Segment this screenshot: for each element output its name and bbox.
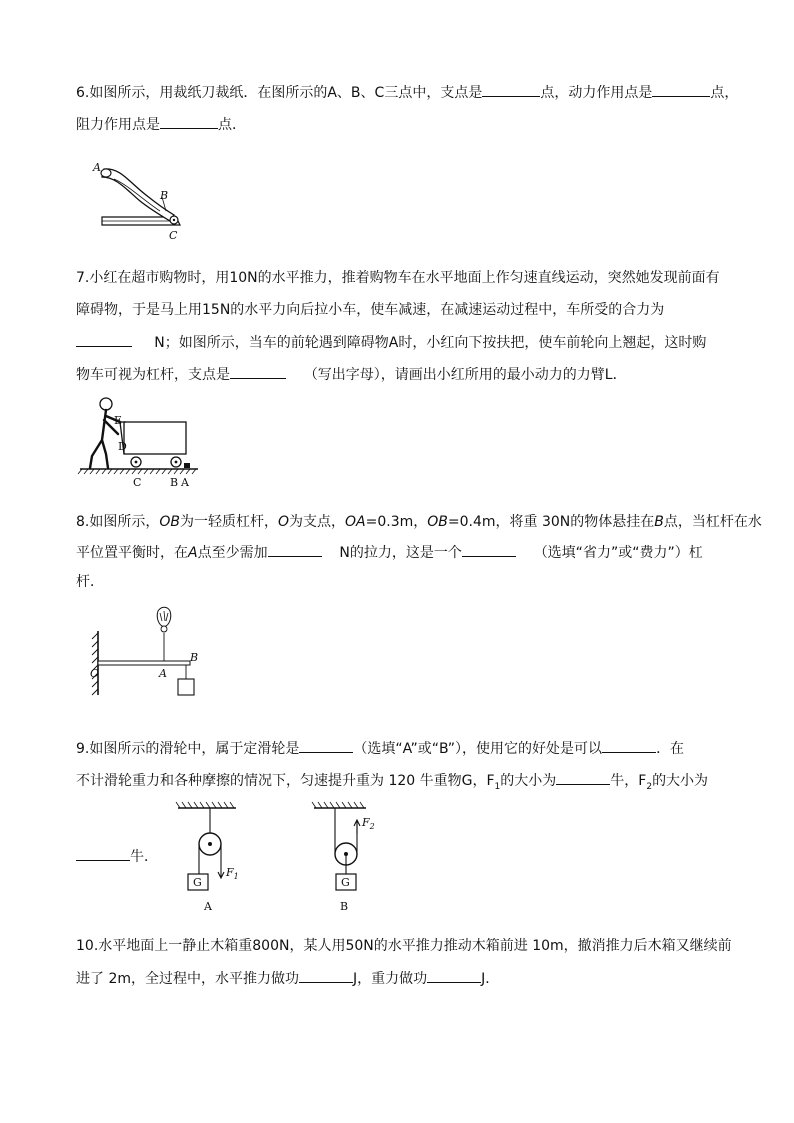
q8-blank-lever-type[interactable]	[462, 542, 516, 557]
q10-blank-push-work[interactable]	[299, 968, 353, 983]
q9-blank-f2[interactable]	[76, 846, 130, 861]
q6-line-1: 6.如图所示，用裁纸刀裁纸．在图所示的A、B、C三点中，支点是 点，动力作用点是 点，	[76, 82, 738, 103]
force-2-label: $F_2$	[362, 816, 375, 831]
q10-line-1: 10.水平地面上一静止木箱重800N，某人用50N的水平推力推动木箱前进 10m，撤消推力后木箱又继续前	[76, 938, 732, 954]
q10-line-2: 进了 2m，全过程中，水平推力做功 J，重力做功 J．	[76, 968, 499, 989]
q6-line-2: 阻力作用点是 点．	[76, 114, 246, 135]
label-o: O	[90, 667, 100, 680]
q6-blank-fulcrum[interactable]	[482, 82, 540, 97]
q6-paper-cutter-figure	[90, 155, 190, 245]
label-b: B	[190, 651, 199, 664]
weight-b-label: G	[341, 876, 350, 889]
q9-line-3: 牛．	[76, 846, 158, 867]
q8-blank-force[interactable]	[268, 542, 322, 557]
caption-a: A	[204, 900, 212, 913]
q8-line-2: 平位置平衡时，在A点至少需加 N的拉力，这是一个 （选填“省力”或“费力”）杠	[76, 542, 703, 563]
q7-line-2: 障碍物，于是马上用15N的水平力向后拉小车，使车减速，在减速运动过程中，车所受的合力为	[76, 302, 665, 318]
label-c: C	[133, 476, 142, 489]
q9-line-2: 不计滑轮重力和各种摩擦的情况下，匀速提升重为 120 牛重物G，$F_1$的大小为 牛，$F_2$的大小为	[76, 770, 708, 791]
label-b: B	[160, 189, 169, 202]
weight-a-label: G	[193, 876, 202, 889]
q9-blank-benefit[interactable]	[602, 738, 656, 753]
q7-shopping-cart-figure	[80, 392, 220, 492]
q8-lever-figure	[86, 603, 216, 703]
q10-blank-gravity-work[interactable]	[427, 968, 481, 983]
label-d: D	[118, 440, 127, 453]
q9-blank-f1[interactable]	[556, 770, 610, 785]
q7-line-3: N；如图所示，当车的前轮遇到障碍物A时，小红向下按扶把，使车前轮向上翘起，这时购	[76, 332, 706, 353]
cart-basket	[124, 422, 186, 454]
q6-blank-effort-point[interactable]	[652, 82, 710, 97]
force-1-label: $F_1$	[226, 866, 239, 881]
caption-b: B	[340, 900, 349, 913]
q8-line-1: 8.如图所示，OB为一轻质杠杆，O为支点，OA=0.3m，OB=0.4m，将重 30N的物体悬挂在B点，当杠杆在水	[76, 514, 762, 530]
hanging-weight	[178, 679, 194, 695]
q9-line-1: 9.如图所示的滑轮中，属于定滑轮是 （选填“A”或“B”），使用它的好处是可以 ．在	[76, 738, 684, 759]
label-e: E	[114, 414, 123, 427]
label-a: A	[93, 161, 101, 174]
label-a: A	[181, 476, 189, 489]
q6-blank-load-point[interactable]	[160, 114, 218, 129]
q8-line-3: 杆．	[76, 574, 104, 590]
hand-icon	[157, 607, 171, 627]
q9-blank-fixed-pulley[interactable]	[299, 738, 353, 753]
lever-bar	[98, 661, 190, 665]
q7-blank-fulcrum[interactable]	[230, 364, 286, 379]
label-a: A	[159, 667, 167, 680]
obstacle	[184, 463, 190, 468]
person-head	[100, 398, 112, 410]
q7-line-1: 7.小红在超市购物时，用10N的水平推力，推着购物车在水平地面上作匀速直线运动，突然她发现前面有	[76, 270, 720, 286]
q7-blank-net-force[interactable]	[76, 332, 132, 347]
label-b: B	[170, 476, 179, 489]
q7-line-4: 物车可视为杠杆，支点是 （写出字母），请画出小红所用的最小动力的力臂L．	[76, 364, 627, 385]
label-c: C	[169, 229, 178, 242]
q9-pulleys-figure	[176, 800, 386, 920]
